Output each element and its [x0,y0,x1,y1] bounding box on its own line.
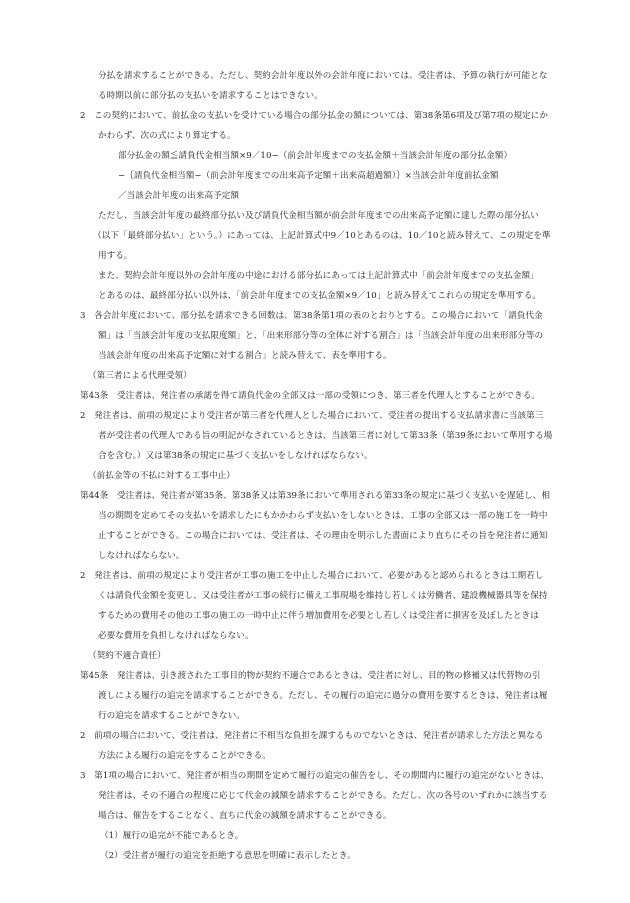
text-line: 当該会計年度の出来高予定額に対する割合」と読み替えて、表を準用する。 [98,351,392,361]
section-heading: （前払金等の不払に対する工事中止） [88,471,235,481]
text-line: 当の期間を定めてその支払いを請求したにもかかわらず支払いをしないときは、工事の全部又は一部の施工を一時中 [98,511,548,521]
text-line: 止することができる。この場合においては、受注者は、その理由を明示した書面により直ちにその旨を発注者に通知 [98,531,548,541]
formula-line: −｛請負代金相当額−（前会計年度までの出来高予定額＋出来高超過額）｝×当該会計年度前払金額 [118,171,499,181]
text-line: とあるのは、最終部分払い以外は、「前会計年度までの支払金額×9／10」と読み替えてこれらの規定を準用する。 [98,291,542,301]
text-line: ただし、当該会計年度の最終部分払い及び請負代金相当額が前会計年度までの出来高予定額に達した際の部分払い [98,211,539,221]
text-line: 発注者は、その不適合の程度に応じて代金の減額を請求することができる。ただし、次の各号のいずれかに該当する [98,791,548,801]
text-line: 方法による履行の追完をすることができる。 [98,751,271,761]
text-line: しなければならない。 [98,551,185,561]
text-line: 2 発注者は、前項の規定により受注者が第三者を代理人とした場合において、受注者の提出する支払請求書に当該第三 [80,411,544,421]
article-44: 第44条 受注者は、発注者が第35条、第38条又は第39条において準用される第33条の規定に基づく支払いを遅延し、相 [80,491,551,501]
text-line: 2 前項の場合において、受注者は、発注者に不相当な負担を課するものでないときは、発注者が請求した方法と異なる [80,731,544,741]
text-line: また、契約会計年度以外の会計年度の中途における部分払にあっては上記計算式中「前会計年度までの支払金額」 [98,271,539,281]
text-line: するための費用その他の工事の施工の一時中止に伴う増加費用を必要とし若しくは受注者に損害を及ぼしたときは [98,611,539,621]
text-line: る時期以前に部分払の支払いを請求することはできない。 [98,91,323,101]
section-heading: （第三者による代理受領） [88,371,192,381]
text-line: 用する。 [98,251,133,261]
text-line: 渡しによる履行の追完を請求することができる。ただし、その履行の追完に過分の費用を要するときは、発注者は履 [98,691,548,701]
text-line: 分払を請求することができる。ただし、契約会計年度以外の会計年度においては、受注者は、予算の執行が可能とな [98,71,548,81]
text-line: （以下「最終部分払い」という。）にあっては、上記計算式中9／10とあるのは、10／10と読み替えて、この規定を準 [93,231,551,241]
section-heading: （契約不適合責任） [88,651,166,661]
text-line: 必要な費用を負担しなければならない。 [98,631,254,641]
text-line: 2 発注者は、前項の規定により受注者が工事の施工を中止した場合において、必要があると認められるときは工期若し [80,571,544,581]
list-item: （1）履行の追完が不能であるとき。 [100,831,244,841]
text-line: 2 この契約において、前払金の支払いを受けている場合の部分払金の額については、第38条第6項及び第7項の規定にか [80,111,549,121]
formula-line: 部分払金の額≦請負代金相当額×9／10−（前会計年度までの支払金額＋当該会計年度の部分払金額） [118,151,513,161]
article-43: 第43条 受注者は、発注者の承諾を得て請負代金の全部又は一部の受領につき、第三者を代理人とすることができる。 [80,391,540,401]
formula-line: ／当該会計年度の出来高予定額 [118,191,240,201]
text-line: 合を含む。）又は第38条の規定に基づく支払いをしなければならない。 [98,451,373,461]
text-line: 3 第1項の場合において、発注者が相当の期間を定めて履行の追完の催告をし、その期間内に履行の追完がないときは、 [80,771,549,781]
text-line: くは請負代金額を変更し、又は受注者が工事の続行に備え工事現場を維持し若しくは労働者、建設機械器具等を保持 [98,591,548,601]
text-line: 者が受注者の代理人である旨の明記がなされているときは、当該第三者に対して第33条（第39条において準用する場 [98,431,553,441]
text-line: かわらず、次の式により算定する。 [98,131,236,141]
list-item: （2）受注者が履行の追完を拒絶する意思を明確に表示したとき。 [100,851,356,861]
text-line: 3 各会計年度において、部分払を請求できる回数は、第38条第1項の表のとおりとする。この場合において「請負代金 [80,311,543,321]
text-line: 場合は、催告をすることなく、直ちに代金の減額を請求することができる。 [98,811,392,821]
text-line: 額」は「当該会計年度の支払限度額」と、「出来形部分等の全体に対する割合」は「当該会計年度の出来形部分等の [98,331,544,341]
text-line: 行の追完を請求することができない。 [98,711,245,721]
article-45: 第45条 発注者は、引き渡された工事目的物が契約不適合であるときは、受注者に対し、目的物の修補又は代替物の引 [80,671,541,681]
